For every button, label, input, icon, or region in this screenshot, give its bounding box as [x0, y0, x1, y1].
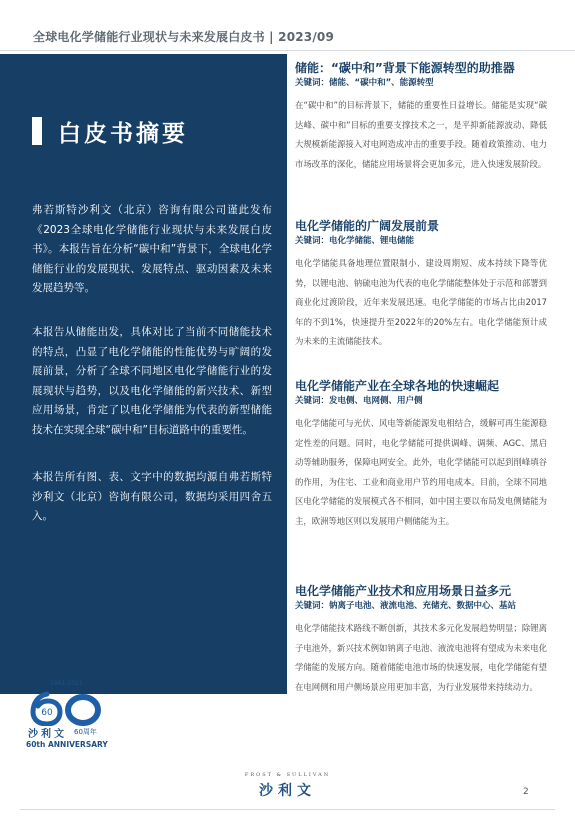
page-header — [0, 0, 575, 52]
footer-divider — [20, 809, 555, 810]
section-3 — [295, 378, 547, 531]
section-title: 电化学储能产业在全球各地的快速崛起 — [295, 379, 500, 393]
section-title: 电化学储能的广阔发展前景 — [295, 219, 440, 233]
section-body: 电化学储能技术路线不断创新，其技术多元化发展趋势明显；除锂离子电池外，新兴技术例如钠离子电池、液流电池将有望成为未来电化学储能的发展方向。随着储能电池市场的快速发展，电化学储能有望在电网侧和用户侧场景应用更加丰富，为行业发展带来持续动力。 — [295, 623, 547, 692]
summary-paragraph-1: 弗若斯特沙利文（北京）咨询有限公司谨此发布《2023全球电化学储能行业现状与未来发展白皮书》。本报告旨在分析“碳中和”背景下，全球电化学储能行业的发展现状、发展特点、驱动因素及未来发展趋势等。 — [32, 204, 272, 294]
summary-paragraph-2: 本报告从储能出发，具体对比了当前不同储能技术的特点，凸显了电化学储能的性能优势与旷阔的发展前景，分析了全球不同地区电化学储能行业的发展现状与趋势，以及电化学储能的新兴技术、新型应用场景，肯定了以电化学储能为代表的新型储能技术在实现全球“碳中和”目标道路中的重要性。 — [32, 326, 272, 436]
logo-number: 60 — [41, 708, 53, 718]
logo-years: 1961-2021 — [50, 680, 83, 687]
logo-name-cn: 沙利文 — [28, 729, 67, 740]
section-1 — [295, 60, 547, 174]
header-title: 全球电化学储能行业现状与未来发展白皮书 | 2023/09 — [33, 30, 335, 44]
summary-heading — [32, 116, 188, 146]
section-keywords: 关键词：储能、“碳中和”、能源转型 — [295, 78, 434, 88]
anniversary-60-icon — [29, 690, 104, 726]
section-title: 储能：“碳中和”背景下能源转型的助推器 — [295, 61, 515, 75]
summary-title: 白皮书摘要 — [58, 119, 188, 147]
section-title: 电化学储能产业技术和应用场景日益多元 — [295, 584, 512, 598]
summary-paragraph-3: 本报告所有图、表、文字中的数据均源自弗若斯特沙利文（北京）咨询有限公司，数据均采用四舍五入。 — [32, 471, 272, 522]
section-body: 电化学储能具备地理位置限制小、建设周期短、成本持续下降等优势，以锂电池、钠硫电池为代表的电化学储能整体处于示范和部署到商业化过渡阶段，近年来发展迅速。电化学储能的市场占比由2017年的不到1%，快速提升至2022年的20%左右。电化学储能预计成为未来的主流储能技术。 — [295, 258, 547, 346]
logo-anniversary: 60th ANNIVERSARY — [26, 740, 108, 749]
section-body: 在“碳中和”的目标背景下，储能的重要性日益增长。储能是实现“碳达峰、碳中和”目标的重要支撑技术之一，是平抑新能源波动、降低大规模新能源接入对电网造成冲击的重要手段。随着政策推动、电力市场改革的深化，储能应用场景将会更加多元，进入快速发展阶段。 — [295, 100, 547, 169]
page-number: 2 — [523, 787, 529, 797]
section-body: 电化学储能可与光伏、风电等新能源发电相结合，缓解可再生能源稳定性差的问题。同时，电化学储能可提供调峰、调频、AGC、黑启动等辅助服务，保障电网安全。此外，电化学储能可以起到削峰填谷的作用，为住宅、工业和商业用户节约用电成本。目前，全球不同地区电化学储能的发展模式各不相同，如中国主要以布局发电侧储能为主，欧洲等地区则以发展用户侧储能为主。 — [295, 418, 547, 526]
section-2 — [295, 218, 547, 352]
footer-brand-en: FROST & SULLIVAN — [244, 772, 331, 778]
summary-panel — [0, 54, 287, 694]
header-divider — [0, 50, 575, 51]
section-keywords: 关键词：发电侧、电网侧、用户侧 — [295, 396, 423, 406]
section-4 — [295, 583, 547, 697]
anniversary-logo — [24, 680, 134, 750]
section-keywords: 关键词：电化学储能、锂电储能 — [295, 236, 415, 246]
section-keywords: 关键词：钠离子电池、液流电池、充储充、数据中心、基站 — [295, 601, 517, 611]
logo-name-cn-sub: 60周年 — [74, 728, 97, 736]
footer-brand-logo: 沙利文 — [259, 783, 316, 799]
heading-accent-bar — [32, 117, 42, 145]
